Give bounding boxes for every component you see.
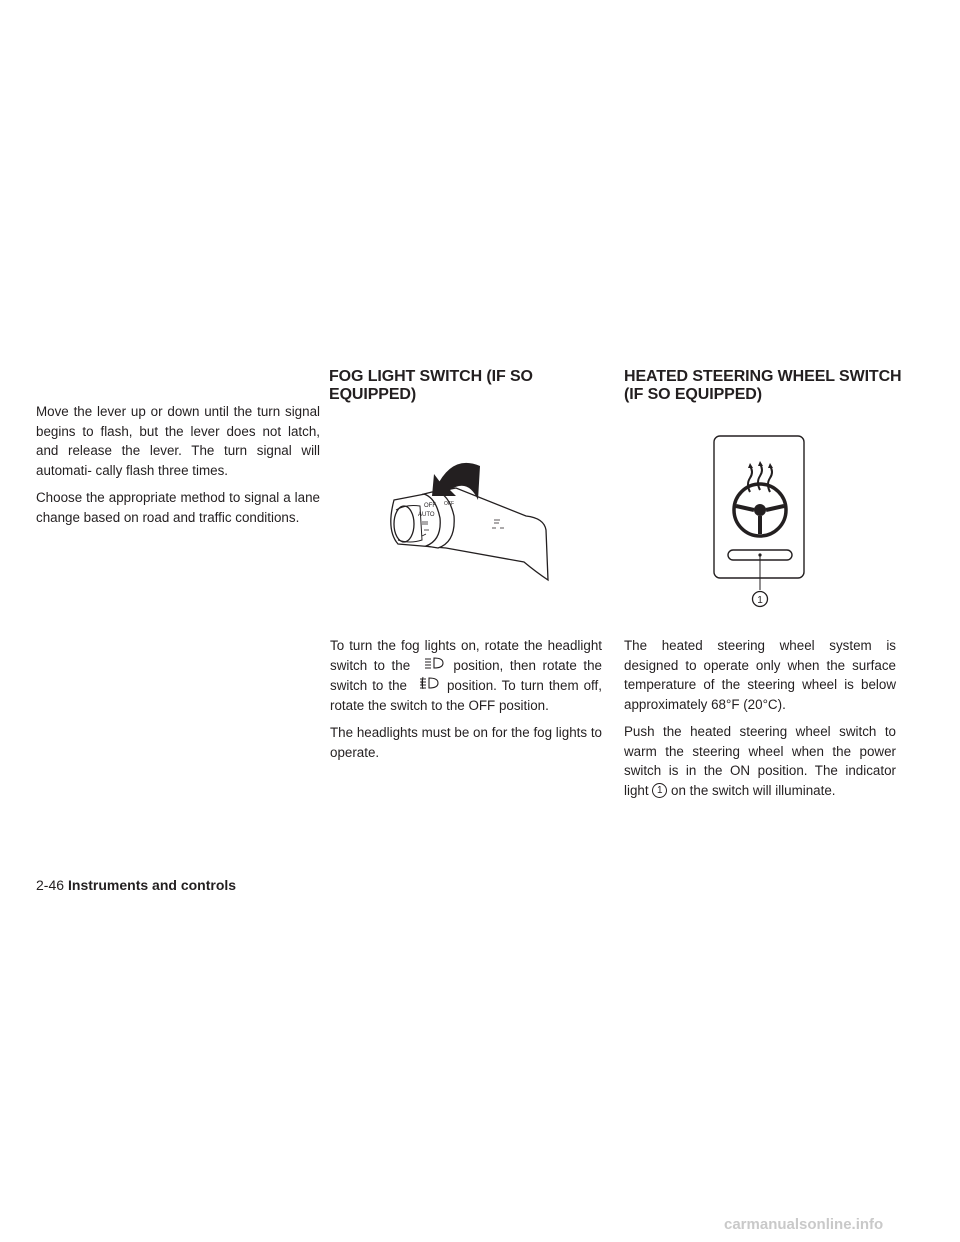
section-title: Instruments and controls xyxy=(68,877,237,893)
indicator-callout-inline: 1 xyxy=(652,783,667,798)
fog-light-heading: FOG LIGHT SWITCH (IF SO EQUIPPED) xyxy=(329,368,533,403)
indicator-callout-number: 1 xyxy=(757,595,763,606)
heated-wheel-heading: HEATED STEERING WHEEL SWITCH (IF SO EQUIPPED) xyxy=(624,368,902,403)
ring-label-off: OFF xyxy=(444,501,454,507)
turn-signal-paragraph: Move the lever up or down until the turn signal begins to flash, but the lever does not latch, and release the lever. The turn signal will automati- cally flash three times. xyxy=(36,404,320,478)
lane-change-paragraph: Choose the appropriate method to signal a lane change based on road and traffic conditions. xyxy=(36,490,320,525)
left-column xyxy=(36,402,320,535)
heated-wheel-temperature-paragraph: The heated steering wheel system is designed to operate only when the surface temperature of the steering wheel is below approximately 68°F (20°C). xyxy=(624,638,896,712)
fog-instruction-paragraph: To turn the fog lights on, rotate the headlight switch to the position, then rotate the switch to the position. To turn them off, rotate the switch to the OFF position. xyxy=(330,638,602,713)
fog-light-switch-figure xyxy=(376,460,556,585)
page-number: 2-46 xyxy=(36,877,65,893)
front-fog-icon xyxy=(412,676,442,696)
page-footer xyxy=(36,877,236,893)
fog-light-text xyxy=(330,636,602,770)
lever-label-auto: AUTO xyxy=(418,512,435,518)
heated-wheel-text xyxy=(624,636,896,808)
lever-label-off: OFF xyxy=(424,503,436,509)
fog-requirement-paragraph: The headlights must be on for the fog lights to operate. xyxy=(330,725,602,760)
watermark: carmanualsonline.info xyxy=(724,1216,884,1233)
heated-wheel-usage-paragraph: Push the heated steering wheel switch to warm the steering wheel when the power switch is in the ON position. The indicator light 1 on the switch will illuminate. xyxy=(624,724,896,798)
fog-headlight-icon xyxy=(417,656,447,676)
heated-wheel-switch-figure xyxy=(712,434,808,614)
